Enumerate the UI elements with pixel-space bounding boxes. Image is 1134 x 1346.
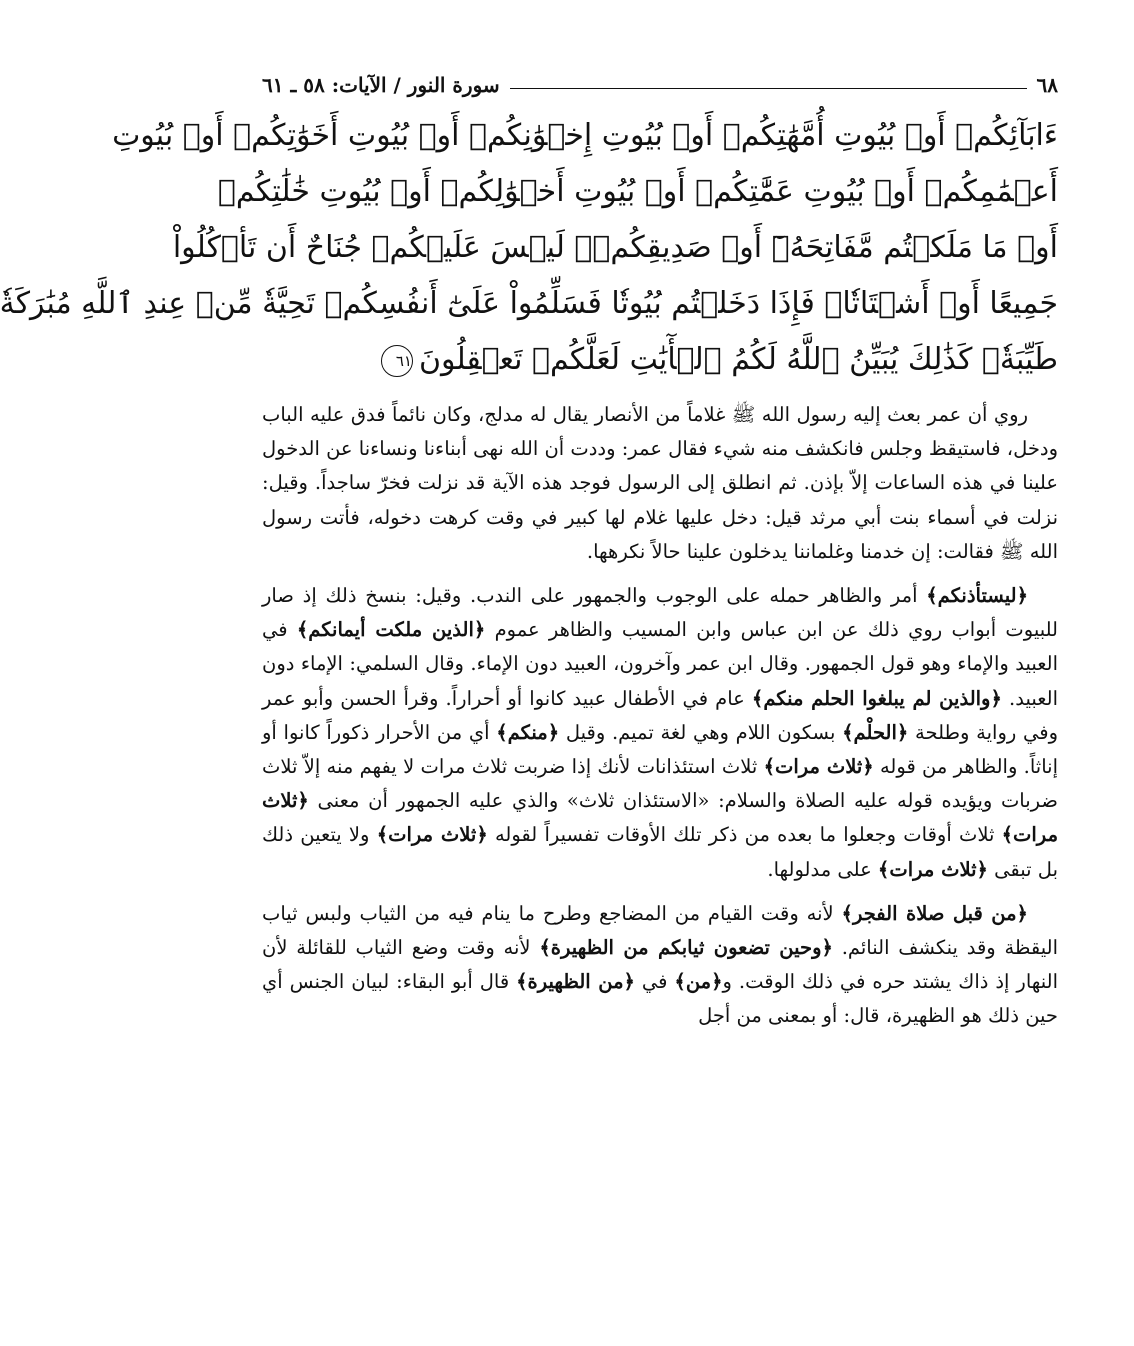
verse-line: أَعۡمَٰمِكُمۡ أَوۡ بُيُوتِ عَمَّٰتِكُمۡ أَوۡ بُيُوتِ أَخۡوَٰلِكُمۡ أَوۡ بُيُوتِ خَٰلَٰتِكُمۡ [217, 174, 1058, 209]
text-run: في العبيد والإماء وهو قول الجمهور. وقال ابن عمر وآخرون، العبيد دون الإماء. وقال السلمي: الإماء دون العبيد. [262, 618, 1058, 710]
text-run: لأنه وقت القيام من المضاجع وطرح ما ينام فيه من الثياب ولبس ثياب اليقظة وقد ينكشف النائم. [262, 901, 1059, 960]
verse-line-last [262, 332, 1058, 388]
quoted-phrase: ﴿والذين لم يبلغوا الحلم منكم﴾ [751, 686, 1002, 710]
ayah-number-marker: ٦١ [381, 345, 413, 377]
surah-title: سورة النور / الآيات: ٥٨ ـ ٦١ [262, 73, 500, 97]
page-number: ٦٨ [1036, 73, 1058, 97]
text-run: أمر والظاهر حمله على الوجوب والجمهور على الندب. وقيل: بنسخ ذلك إذ صار للبيوت أبواب روي ذلك عن ابن عباس وابن المسيب والظاهر عموم [262, 584, 1058, 642]
quoted-phrase: ﴿وحين تضعون ثيابكم من الظهيرة﴾ [539, 936, 833, 960]
commentary-paragraph-1: روي أن عمر بعث إليه رسول الله ﷺ غلاماً من الأنصار يقال له مدلج، وكان نائماً فدق عليه الباب ودخل، فاستيقظ وجلس فانكشف منه شيء فقال عمر: وددت أن الله نهى أبناءنا ونساءنا عن الدخول علينا في هذه الساعات إلاّ بإذن. ثم انطلق إلى الرسول فوجد هذه الآية قد نزلت فخرّ ساجداً. وقيل: نزلت في أسماء بنت أبي مرثد قيل: دخل عليها غلام لها كبير في وقت كرهت دخوله، فأتت رسول الله ﷺ فقالت: إن خدمنا وغلماننا يدخلون علينا حالاً نكرهها. [262, 403, 1058, 563]
text-run: لأنه وقت وضع الثياب للقائلة لأن النهار إذ ذاك يشتد حره في ذلك الوقت. و [262, 936, 1058, 994]
text-run: ولا يتعين ذلك بل تبقى [262, 823, 1058, 881]
commentary-paragraph-2 [262, 579, 1058, 887]
quoted-phrase: ﴿ثلاث مرات﴾ [376, 823, 488, 847]
quoted-phrase: ﴿من الظهيرة﴾ [516, 970, 635, 994]
quoted-phrase: ﴿من قبل صلاة الفجر﴾ [841, 901, 1028, 925]
quoted-phrase: ﴿ثلاث مرات﴾ [262, 789, 1059, 847]
quoted-phrase: ﴿من﴾ [674, 970, 723, 994]
text-run: ثلاث أوقات وجعلوا ما بعده من ذكر تلك الأوقات تفسيراً لقوله [487, 823, 1002, 847]
quoted-phrase: ﴿ثلاث مرات﴾ [763, 755, 874, 779]
quoted-phrase: ﴿ثلاث مرات﴾ [877, 857, 988, 881]
text-run: بسكون اللام وهي لغة تميم. وقيل [559, 720, 843, 744]
text-run: في [634, 970, 675, 994]
running-header [262, 70, 1058, 100]
header-rule [510, 88, 1027, 89]
quoted-phrase: ﴿الحلْم﴾ [842, 720, 909, 744]
text-run: على مدلولها. [767, 857, 878, 881]
text-run: عام في الأطفال عبيد كانوا أو أحراراً. وقرأ الحسن وأبو عمر وفي رواية وطلحة [262, 686, 1059, 744]
quoted-phrase: ﴿ليستأذنكم﴾ [926, 584, 1028, 608]
text-run: ثلاث استئذانات لأنك إذا ضربت ثلاث مرات لا يفهم منه إلاّ ثلاث ضربات ويؤيده قوله عليه الصلاة والسلام: «الاستئذان ثلاث» والذي عليه الجمهور أن معنى [262, 755, 1058, 813]
verse-line: أَوۡ مَا مَلَكۡتُم مَّفَاتِحَهُۥٓ أَوۡ صَدِيقِكُمۡۚ لَيۡسَ عَلَيۡكُمۡ جُنَاحٌ أَن تَأۡكُلُواْ [172, 230, 1058, 265]
document-page [0, 70, 1059, 1310]
verse-line: جَمِيعًا أَوۡ أَشۡتَاتٗاۚ فَإِذَا دَخَلۡتُم بُيُوتٗا فَسَلِّمُواْ عَلَىٰٓ أَنفُسِكُمۡ تَحِيَّةٗ مِّنۡ عِندِ ٱللَّهِ مُبَٰرَكَةٗ [0, 286, 1058, 321]
verse-line: ءَابَآئِكُمۡ أَوۡ بُيُوتِ أُمَّهَٰتِكُمۡ أَوۡ بُيُوتِ إِخۡوَٰنِكُمۡ أَوۡ بُيُوتِ أَخَوَٰتِكُمۡ أَوۡ بُيُوتِ [112, 118, 1058, 153]
commentary-text [262, 398, 1058, 1034]
quran-verses [0, 108, 1058, 388]
quoted-phrase: ﴿منكم﴾ [496, 720, 560, 744]
commentary-paragraph-3 [262, 897, 1058, 1034]
text-run: قال أبو البقاء: لبيان الجنس أي حين ذلك هو الظهيرة، قال: أو بمعنى من أجل [262, 970, 1058, 1028]
text-run: أي من الأحرار ذكوراً كانوا أو إناثاً. والظاهر من قوله [262, 720, 1059, 779]
quoted-phrase: ﴿الذين ملكت أيمانكم﴾ [296, 618, 486, 642]
verse-text: طَيِّبَةٗۚ كَذَٰلِكَ يُبَيِّنُ ٱللَّهُ لَكُمُ ٱلۡأٓيَٰتِ لَعَلَّكُمۡ تَعۡقِلُونَ [418, 342, 1058, 377]
